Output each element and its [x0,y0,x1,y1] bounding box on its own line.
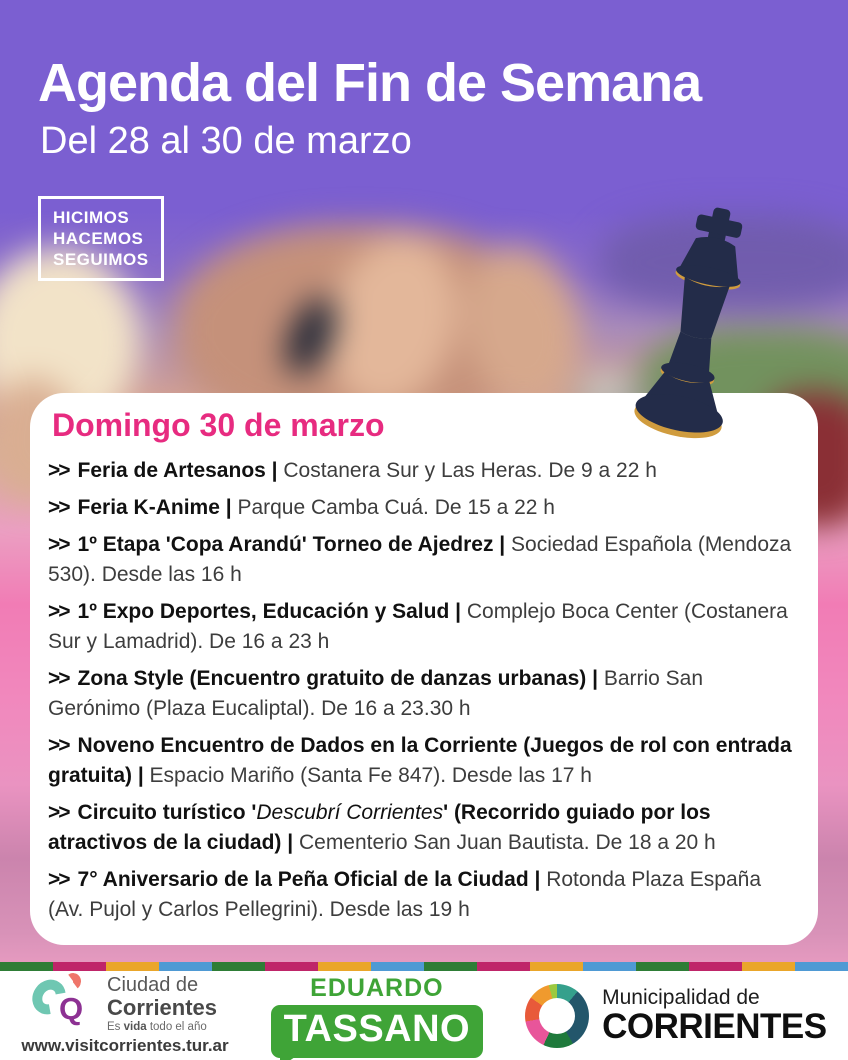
event-item [48,530,800,590]
event-name: Zona Style (Encuentro gratuito de danzas urbanas) | [77,667,604,690]
eduardo-tassano-logo [271,974,483,1058]
event-name: Descubrí Corrientes [256,801,444,824]
event-details: Espacio Mariño (Santa Fe 847). Desde las 17 h [149,764,592,787]
event-name: 1º Expo Deportes, Educación y Salud | [77,600,467,623]
color-stripe [0,962,848,971]
event-name: Feria K-Anime | [77,496,238,519]
event-details: Sociedad Española (Mendoza 530). Desde las 16 h [48,533,792,586]
ciudad-logo-icon [33,975,97,1033]
municipalidad-corrientes-logo [525,984,826,1048]
chevron-bullet: >> [48,533,69,556]
event-item [48,865,800,925]
footer [0,971,848,1060]
slogan-line: HACEMOS [53,229,144,248]
event-name: Noveno Encuentro de Dados en la Corriente (Juegos de rol con entrada gratuita) | [48,734,792,787]
slogan-line: HICIMOS [53,208,130,227]
coral-arc-icon [64,972,82,991]
event-item [48,456,800,486]
chevron-bullet: >> [48,734,69,757]
page-title: Agenda del Fin de Semana [38,53,702,113]
event-details: Costanera Sur y Las Heras. De 9 a 22 h [283,459,657,482]
chevron-bullet: >> [48,600,69,623]
event-item [48,597,800,657]
tassano-first-name: EDUARDO [310,973,444,1002]
events-list [48,456,800,925]
chevron-bullet: >> [48,667,69,690]
slogan-line: SEGUIMOS [53,250,149,269]
event-name: 7° Aniversario de la Peña Oficial de la Ciudad | [77,868,547,891]
chevron-bullet: >> [48,801,69,824]
event-details: Rotonda Plaza España (Av. Pujol y Carlos Pellegrini). Desde las 19 h [48,868,762,921]
ciudad-de-corrientes-logo [21,975,228,1056]
municipality-line1: Municipalidad de [602,986,760,1009]
event-name: ' (Recorrido guiado por los atractivos de la ciudad) | [48,801,711,854]
tassano-badge: TASSANO [271,1005,483,1058]
event-details: Barrio San Gerónimo (Plaza Eucaliptal). De 16 a 23.30 h [48,667,704,720]
agenda-card [30,393,818,945]
event-item [48,493,800,523]
event-item [48,798,800,858]
chevron-bullet: >> [48,868,69,891]
event-details: Complejo Boca Center (Costanera Sur y Lamadrid). De 16 a 23 h [48,600,788,653]
event-name: 1º Etapa 'Copa Arandú' Torneo de Ajedrez | [77,533,512,556]
event-details: Cementerio San Juan Bautista. De 18 a 20 h [298,831,716,854]
municipality-ring-icon [525,984,589,1048]
date-range: Del 28 al 30 de marzo [40,120,412,162]
event-item [48,731,800,791]
slogan-badge [38,196,164,281]
ciudad-tagline: Es vida todo el año [107,1021,207,1033]
event-details: Parque Camba Cuá. De 15 a 22 h [237,496,555,519]
event-name: Feria de Artesanos | [77,459,284,482]
chevron-bullet: >> [48,496,69,519]
ciudad-name-line2: Corrientes [107,995,218,1020]
purple-q-icon: Q [59,991,84,1026]
day-title: Domingo 30 de marzo [52,407,385,443]
municipality-line2: CORRIENTES [602,1007,827,1046]
chevron-bullet: >> [48,459,69,482]
website-url: www.visitcorrientes.tur.ar [21,1036,229,1055]
event-item [48,664,800,724]
event-name: Circuito turístico ' [77,801,257,824]
ciudad-name-line1: Ciudad de [107,974,199,996]
